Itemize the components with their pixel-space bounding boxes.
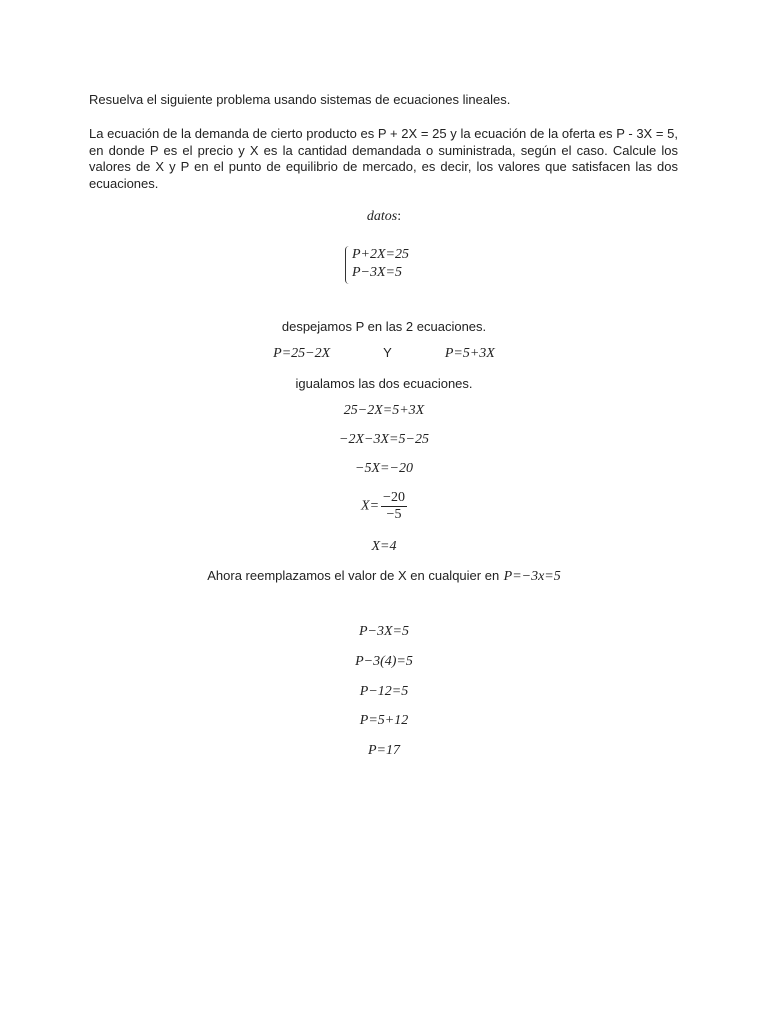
fraction-lhs: X= [361, 498, 380, 514]
despeje-line [0, 345, 768, 362]
reemplazo-equation: P=−3x=5 [503, 569, 561, 584]
result-x: X=4 [371, 539, 397, 554]
step-igualamos: igualamos las dos ecuaciones. [295, 376, 473, 391]
fraction [381, 490, 407, 523]
despeje-right: P=5+3X [444, 346, 495, 361]
final-line-5: P=17 [368, 743, 400, 758]
solve-line-2: −2X−3X=5−25 [339, 432, 429, 447]
reemplazo-line [0, 567, 768, 585]
fraction-denominator: −5 [386, 507, 402, 522]
solve-line-1: 25−2X=5+3X [343, 403, 425, 418]
system-equation-1: P+2X=25 [352, 247, 409, 262]
final-line-2: P−3(4)=5 [355, 654, 413, 669]
final-line-1: P−3X=5 [359, 624, 409, 639]
system-brace [345, 246, 350, 284]
system-equation-2: P−3X=5 [352, 265, 402, 280]
final-line-3: P−12=5 [359, 684, 409, 699]
solve-line-3: −5X=−20 [355, 461, 413, 476]
final-line-4: P=5+12 [359, 713, 409, 728]
problem-paragraph: La ecuación de la demanda de cierto producto es P + 2X = 25 y la ecuación de la oferta es P - 3X = 5, en donde P es el precio y X es la cantidad demandada o suministrada, según el caso. Calcule los valores de X y P en el punto de equilibrio de mercado, es decir, los valores que satisfacen las dos ecuaciones. [89, 126, 678, 191]
fraction-line [0, 490, 768, 523]
datos-label: datos [366, 209, 398, 224]
despeje-connector: Y [383, 345, 392, 360]
reemplazo-text: Ahora reemplazamos el valor de X en cualquier en [207, 568, 500, 583]
datos-label-line: datos: [366, 209, 402, 224]
intro-paragraph: Resuelva el siguiente problema usando sistemas de ecuaciones lineales. [89, 92, 511, 107]
fraction-numerator: −20 [383, 490, 405, 505]
despeje-left: P=25−2X [273, 346, 331, 361]
step-despejamos: despejamos P en las 2 ecuaciones. [281, 319, 487, 334]
